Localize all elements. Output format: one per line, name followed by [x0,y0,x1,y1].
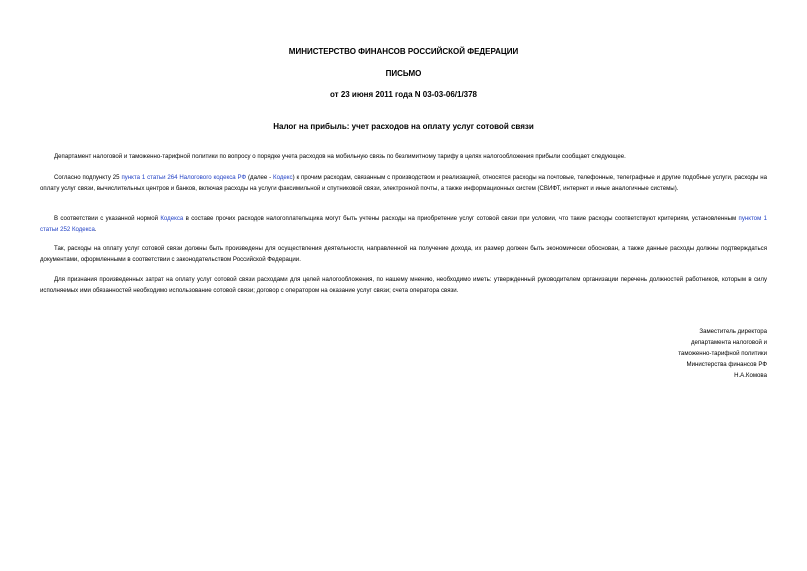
signature-line: департамента налоговой и [690,339,767,346]
paragraph-intro: Департамент налоговой и таможенно-тарифной политики по вопросу о порядке учета расходов на мобильную связь по безлимитному тарифу в целях налогообложения прибыли сообщает следующее. [54,153,626,160]
paragraph-text: (далее - [246,174,274,181]
date-number-heading: от 23 июня 2011 года N 03-03-06/1/378 [329,90,478,99]
link-kodeks[interactable]: Кодекса [160,215,184,222]
signature-block [600,326,767,381]
paragraph-text: . [94,226,97,233]
paragraph-legal-basis [40,172,767,194]
link-kodeks[interactable]: Кодекс [273,174,293,181]
paragraph-text: В соответствии с указанной нормой [54,215,161,222]
link-article-264[interactable]: пункта 1 статьи 264 Налогового кодекса РФ [121,174,247,181]
paragraph-text: ) к прочим расходам, связанным с производством и реализацией, относятся расходы на почтовые, телефонные, телеграфные и другие подобные услуги, расходы на оплату услуг связи, вычислительных центров и банков, включая расходы на услуги факсимильной и спутниковой связи, электронной почты, а также информационных систем (СВИФТ, интернет и иные аналогичные системы). [40,174,768,192]
paragraph-documents: Для признания произведенных затрат на оплату услуг сотовой связи расходами для целей налогообложения, по нашему мнению, необходимо иметь: утвержденный руководителем организации перечень должностей работников, которым в силу исполняемых ими обязанностей необходимо использование сотовой связи; договор с оператором на оказание услуг связи; счета оператора связи. [40,276,767,294]
signature-line: Заместитель директора [699,328,767,335]
paragraph-requirements: Так, расходы на оплату услуг сотовой связи должны быть произведены для осуществления деятельности, направленной на получение дохода, их размер должен быть экономически обоснован, а также данные расходы должны подтверждаться документами, оформленными в соответствии с законодательством Российской Федерации. [40,245,767,263]
subject-heading: Налог на прибыль: учет расходов на оплату услуг сотовой связи [273,122,534,131]
link-article-252[interactable]: пунктом 1 статьи 252 Кодекса [40,215,767,233]
paragraph-text: в составе прочих расходов налогоплательщика могут быть учтены расходы на приобретение услуг сотовой связи при условии, что такие расходы соответствуют критериям, установленным [183,215,739,222]
paragraph-text: Согласно подпункту 25 [54,174,122,181]
signature-line: Министерства финансов РФ [686,361,767,368]
signature-name: Н.А.Комова [734,372,767,379]
signature-line: таможенно-тарифной политики [678,350,767,357]
paragraph-criteria [40,213,767,235]
ministry-heading: МИНИСТЕРСТВО ФИНАНСОВ РОССИЙСКОЙ ФЕДЕРАЦИИ [288,47,519,56]
document-type-heading: ПИСЬМО [385,69,422,78]
